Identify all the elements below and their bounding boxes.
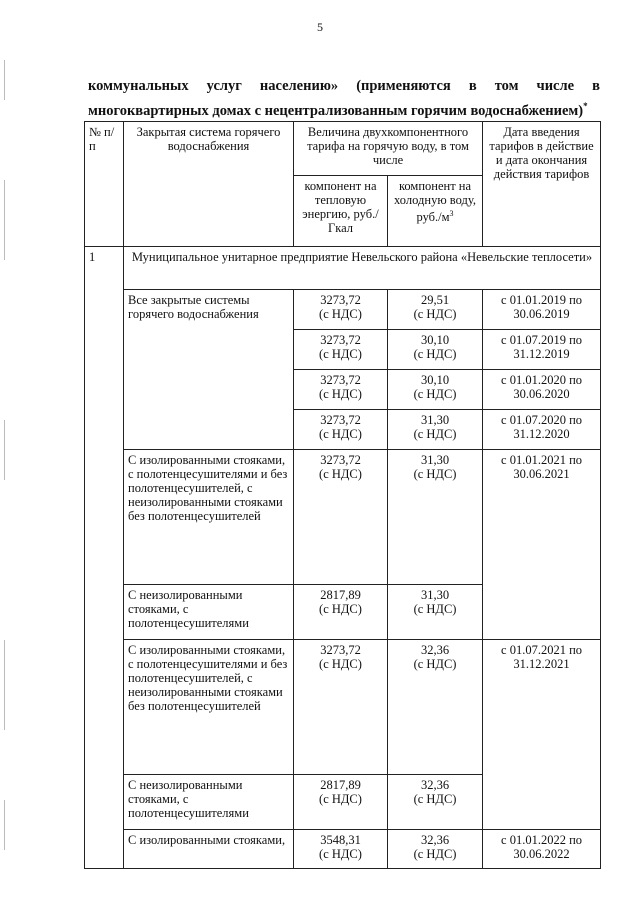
header-dates: Дата введения тарифов в действие и дата окончания действия тарифов	[483, 122, 601, 247]
cold-cell: 31,30 (с НДС)	[388, 410, 483, 450]
date-cell: с 01.07.2019 по 31.12.2019	[483, 330, 601, 370]
intro-line-1	[88, 76, 600, 96]
cold-cell: 32,36 (с НДС)	[388, 640, 483, 775]
tariff-table	[84, 121, 601, 869]
org-name: Муниципальное унитарное предприятие Невельского района «Невельские теплосети»	[124, 247, 601, 290]
system-non-insulated: С неизолированными стояками, с полотенцесушителями	[124, 775, 294, 830]
heat-cell: 3273,72 (с НДС)	[294, 450, 388, 585]
header-cold-component: компонент на холодную воду, $руб./м^3$	[388, 176, 483, 247]
footnote-mark: *	[583, 101, 588, 111]
heat-cell: 3273,72 (с НДС)	[294, 640, 388, 775]
cold-cell: 31,30 (с НДС)	[388, 585, 483, 640]
cold-cell: 31,30 (с НДС)	[388, 450, 483, 585]
system-insulated: С изолированными стояками, с полотенцесушителями и без полотенцесушителей, с неизолированными стояками без полотенцесушителей	[124, 450, 294, 585]
heat-cell: 3273,72 (с НДС)	[294, 370, 388, 410]
header-tariff: Величина двухкомпонентного тарифа на горячую воду, в том числе	[294, 122, 483, 176]
heat-cell: 3273,72 (с НДС)	[294, 290, 388, 330]
cold-cell: 32,36 (с НДС)	[388, 775, 483, 830]
header-heat-component: компонент на тепловую энергию, руб./Гкал	[294, 176, 388, 247]
heat-cell: 3273,72 (с НДС)	[294, 410, 388, 450]
intro-word: населению»	[259, 78, 339, 94]
system-insulated: С изолированными стояками, с полотенцесушителями и без полотенцесушителей, с неизолированными стояками без полотенцесушителей	[124, 640, 294, 775]
org-number: 1	[85, 247, 124, 869]
system-insulated-partial: С изолированными стояками,	[124, 830, 294, 869]
date-cell: с 01.01.2022 по 30.06.2022	[483, 830, 601, 869]
page-number: 5	[317, 20, 323, 34]
intro-word: (применяются	[356, 78, 451, 94]
date-cell: с 01.07.2021 по 31.12.2021	[483, 640, 601, 830]
intro-line-2: многоквартирных домах с нецентрализованным горячим водоснабжением)*	[88, 101, 588, 119]
date-cell: с 01.01.2019 по 30.06.2019	[483, 290, 601, 330]
system-non-insulated: С неизолированными стояками, с полотенцесушителями	[124, 585, 294, 640]
cold-cell: 29,51 (с НДС)	[388, 290, 483, 330]
cold-cell: 30,10 (с НДС)	[388, 370, 483, 410]
cold-cell: 32,36 (с НДС)	[388, 830, 483, 869]
intro-word: в	[592, 78, 600, 94]
heat-cell: 2817,89 (с НДС)	[294, 775, 388, 830]
heat-cell: 3273,72 (с НДС)	[294, 330, 388, 370]
intro-word: в	[468, 78, 477, 94]
date-cell: с 01.01.2021 по 30.06.2021	[483, 450, 601, 640]
header-system: Закрытая система горячего водоснабжения	[124, 122, 294, 247]
heat-cell: 3548,31 (с НДС)	[294, 830, 388, 869]
date-cell: с 01.01.2020 по 30.06.2020	[483, 370, 601, 410]
system-all: Все закрытые системы горячего водоснабжения	[124, 290, 294, 450]
intro-word: том	[494, 78, 519, 94]
intro-paragraph	[88, 76, 600, 121]
intro-word: числе	[536, 78, 575, 94]
cold-cell: 30,10 (с НДС)	[388, 330, 483, 370]
intro-word: услуг	[206, 78, 242, 94]
date-cell: с 01.07.2020 по 31.12.2020	[483, 410, 601, 450]
heat-cell: 2817,89 (с НДС)	[294, 585, 388, 640]
scan-edge-artifact	[0, 0, 16, 905]
intro-word: коммунальных	[88, 78, 189, 94]
header-num: № п/п	[85, 122, 124, 247]
